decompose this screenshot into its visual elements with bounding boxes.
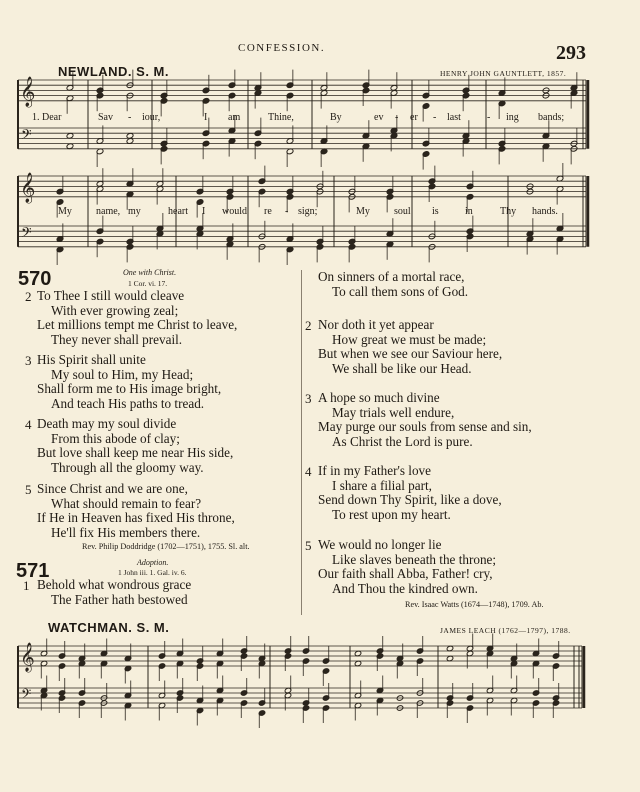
verse-text	[37, 353, 221, 411]
verse-line: May trials well endure,	[332, 404, 455, 420]
lyric-syllable: 1. Dear	[32, 112, 62, 123]
verse-line: Like slaves beneath the throne;	[332, 551, 497, 567]
verse-text	[37, 482, 235, 540]
verse-line: And teach His paths to tread.	[51, 395, 205, 411]
lyric-syllable: is	[432, 206, 439, 217]
tune-name-watchman: WATCHMAN. S. M.	[48, 620, 170, 635]
verse-line: Death may my soul divide	[37, 416, 177, 431]
bass-clef-icon: 𝄢	[21, 224, 32, 244]
verse-number: 5	[305, 538, 312, 553]
verse-line: The Father hath bestowed	[51, 591, 188, 607]
tune-name-newland: NEWLAND. S. M.	[58, 64, 169, 79]
verse-line: To call them sons of God.	[332, 283, 469, 299]
lyric-syllable: By	[330, 112, 342, 123]
lyric-syllable: sign;	[298, 206, 318, 217]
verse-line: I share a filial part,	[332, 477, 432, 493]
verse-line: His Spirit shall unite	[37, 352, 146, 367]
tune-composer-newland: HENRY JOHN GAUNTLETT, 1857.	[440, 69, 567, 78]
treble-clef-icon: 𝄞	[20, 76, 36, 107]
hymn-number-571: 571	[16, 560, 50, 582]
verse-text	[318, 464, 502, 522]
verse-text	[318, 538, 496, 596]
verse-line: A hope so much divine	[318, 390, 440, 405]
verse-line: How great we must be made;	[332, 331, 487, 347]
verse-text	[37, 289, 237, 347]
lyric-syllable: -	[285, 206, 289, 217]
lyric-syllable: I	[204, 112, 208, 123]
verse-number: 3	[305, 391, 312, 406]
hymn-title-570: One with Christ.	[123, 268, 177, 277]
clef-icons	[20, 76, 35, 705]
lyric-syllable: er	[410, 112, 418, 123]
verse-line: With ever growing zeal;	[51, 302, 179, 318]
verse-line: Through all the gloomy way.	[51, 459, 204, 475]
verse-number: 2	[305, 318, 312, 333]
verse-line: He'll fix His members there.	[51, 524, 201, 540]
verse-line: If He in Heaven has fixed His throne,	[37, 510, 235, 525]
verse-line: We shall be like our Head.	[332, 360, 472, 376]
verse-line: May purge our souls from sense and sin,	[318, 419, 532, 434]
column-divider	[301, 270, 302, 615]
verse-number: 2	[25, 289, 32, 304]
verse-number: 1	[23, 578, 30, 593]
verse-line: To rest upon my heart.	[332, 506, 451, 522]
lyric-syllable: bands;	[538, 112, 565, 123]
tune-composer-watchman: JAMES LEACH (1762—1797), 1788.	[440, 626, 571, 635]
verse-text-continued	[318, 270, 468, 299]
lyric-syllable: -	[487, 112, 491, 123]
lyric-syllable: My	[58, 206, 72, 217]
verse-line: But when we see our Saviour here,	[318, 346, 503, 361]
lyric-syllable: would	[222, 206, 247, 217]
verse-text	[318, 318, 502, 376]
hymn-number-570: 570	[18, 268, 52, 290]
lyric-syllable: -	[128, 112, 132, 123]
verse-text	[37, 417, 233, 475]
lyric-syllable: -	[433, 112, 437, 123]
verse-line: And Thou the kindred own.	[332, 580, 478, 596]
lyric-syllable: Sav	[98, 112, 113, 123]
lyric-syllable: name,	[96, 206, 121, 217]
verse-line: But love shall keep me near His side,	[37, 445, 234, 460]
lyric-syllable: in	[465, 206, 473, 217]
bass-clef-icon: 𝄢	[21, 126, 32, 146]
treble-clef-icon: 𝄞	[20, 642, 35, 671]
treble-clef-icon: 𝄞	[20, 172, 36, 203]
lyric-syllable: -	[395, 112, 399, 123]
lyric-syllable: my	[128, 206, 141, 217]
verse-line: We would no longer lie	[318, 537, 442, 552]
lyric-syllable: Thine,	[268, 112, 294, 123]
attribution-570: Rev. Philip Doddridge (1702—1751), 1755. Sl. alt.	[82, 542, 250, 551]
verse-line: Since Christ and we are one,	[37, 481, 188, 496]
verse-number: 4	[305, 464, 312, 479]
page-number: 293	[556, 42, 586, 64]
lyric-syllable: ing	[506, 112, 519, 123]
verse-line: Nor doth it yet appear	[318, 317, 434, 332]
lyric-syllable: My	[356, 206, 370, 217]
lyric-syllable: soul	[394, 206, 411, 217]
lyric-syllable: ev	[374, 112, 384, 123]
lyric-syllable: last	[447, 112, 461, 123]
lyric-syllable: am	[228, 112, 241, 123]
verse-line: On sinners of a mortal race,	[318, 269, 465, 284]
bass-clef-icon: 𝄢	[21, 686, 32, 705]
running-header: CONFESSION.	[238, 42, 326, 54]
verse-line: As Christ the Lord is pure.	[332, 433, 473, 449]
verse-line: From this abode of clay;	[51, 430, 180, 446]
lyric-syllable: I	[202, 206, 206, 217]
lyric-syllable: iour,	[142, 112, 161, 123]
verse-line: They never shall prevail.	[51, 331, 183, 347]
verse-text	[318, 391, 532, 449]
verse-line: If in my Father's love	[318, 463, 431, 478]
hymn-title-571: Adoption.	[137, 558, 169, 567]
attribution-571: Rev. Isaac Watts (1674—1748), 1709. Ab.	[405, 600, 544, 609]
hymn-scripture-570: 1 Cor. vi. 17.	[128, 279, 168, 288]
lyric-syllable: Thy	[500, 206, 517, 217]
verse-text	[37, 578, 191, 607]
verse-line: Let millions tempt me Christ to leave,	[37, 317, 238, 332]
verse-number: 5	[25, 482, 32, 497]
verse-line: Behold what wondrous grace	[37, 577, 192, 592]
verse-line: Shall form me to His image bright,	[37, 381, 222, 396]
verse-number: 4	[25, 417, 32, 432]
verse-line: Send down Thy Spirit, like a dove,	[318, 492, 502, 507]
lyric-syllable: re	[264, 206, 272, 217]
lyric-syllable: heart	[168, 206, 188, 217]
verse-line: To Thee I still would cleave	[37, 288, 185, 303]
verse-line: What should remain to fear?	[51, 495, 202, 511]
verse-line: Our faith shall Abba, Father! cry,	[318, 566, 493, 581]
verse-number: 3	[25, 353, 32, 368]
verse-line: My soul to Him, my Head;	[51, 366, 194, 382]
hymn-scripture-571: 1 John iii. 1. Gal. iv. 6.	[118, 568, 187, 577]
lyric-syllable: hands.	[532, 206, 558, 217]
